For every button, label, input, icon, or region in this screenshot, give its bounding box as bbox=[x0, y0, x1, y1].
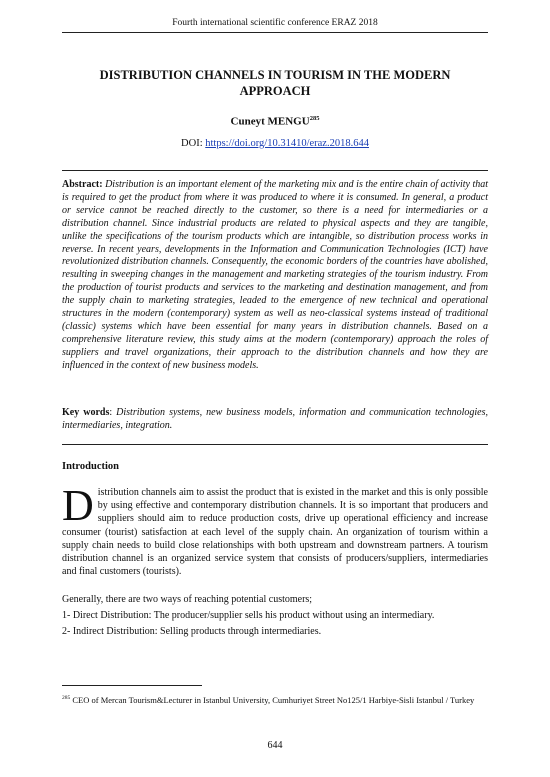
footnote bbox=[62, 693, 488, 706]
doi-label: DOI: bbox=[181, 138, 203, 149]
author-name: Cuneyt MENGU bbox=[230, 115, 310, 128]
list-item-indirect: 2- Indirect Distribution: Selling products through intermediaries. bbox=[62, 626, 322, 637]
author-footnote-mark: 285 bbox=[309, 115, 320, 122]
header-rule bbox=[62, 32, 488, 33]
footnote-mark: 285 bbox=[62, 695, 71, 701]
abstract-text: Distribution is an important element of the marketing mix and is the entire chain of activity that is required to get the product from where it was produced to where it is consumed. In general, a product or service cannot be reached directly to the customer, so there is a need for intermediaries or a distribution channel. Since industrial products are related to physical aspects and they are tangible, unlike the specifications of the tourism products which are intangible, so distribution process works in reverse. In recent years, developments in the Information and Communication Technologies (ICT) have revolutionized distribution channels. Consequently, the economic borders of the countries have abolished, resulting in sweeping changes in the management and marketing strategies of the tourism industry. From the production of tourist products and services to the marketing and destination management, and from the supply chain to marketing strategies, leaded to the emergence of new technical and operational structures in the modern (contemporary) system as well as neo-classical systems instead of traditional (classic) systems which have been essential for many years in distribution channels. Based on a comprehensive literature review, this study aims at the modern (contemporary) approach the roles of suppliers and travel organizations, their approach to the distribution channels and how they are influenced in the context of new business models. bbox=[62, 179, 489, 371]
author bbox=[62, 115, 488, 128]
doi-line bbox=[62, 138, 488, 149]
abstract-top-rule bbox=[62, 170, 488, 171]
abstract-label: Abstract: bbox=[62, 179, 103, 190]
section-heading-introduction: Introduction bbox=[62, 461, 119, 472]
footnote-text: CEO of Mercan Tourism&Lecturer in Istanbul University, Cumhuriyet Street No125/1 Harbiye-Sisli Istanbul / Turkey bbox=[72, 694, 475, 705]
drop-cap: D bbox=[62, 481, 94, 530]
keywords: Key words: Distribution systems, new business models, information and communication technologies, intermediaries, integration. bbox=[62, 407, 488, 431]
doi-link[interactable]: https://doi.org/10.31410/eraz.2018.644 bbox=[205, 138, 369, 149]
intro-paragraph-1 bbox=[62, 481, 488, 578]
paper-title bbox=[62, 67, 488, 99]
title-line-1: DISTRIBUTION CHANNELS IN TOURISM IN THE MODERN bbox=[99, 68, 451, 82]
intro-paragraph-2: Generally, there are two ways of reaching potential customers; bbox=[62, 594, 313, 605]
keywords-label: Key words bbox=[62, 407, 110, 418]
abstract-bottom-rule bbox=[62, 444, 488, 445]
footnote-rule bbox=[62, 685, 202, 686]
title-line-2: APPROACH bbox=[239, 84, 311, 98]
abstract bbox=[62, 179, 488, 373]
intro-paragraph-1-text: istribution channels aim to assist the product that is existed in the market and this is only possible by using effective and contemporary distribution channels. It is so important that producers and suppliers should aim to reduce production costs, drive up operational efficiency and increase consumer (tourist) satisfaction at each level of the supply chain. An organization of tourism within a supply chain needs to build close relationships with both upstream and downstream partners. A tourism distribution channel is an organized service system that consists of producers/suppliers, intermediaries and final customers (tourists). bbox=[62, 487, 488, 578]
list-item-direct: 1- Direct Distribution: The producer/supplier sells his product without using an intermediary. bbox=[62, 610, 435, 621]
keywords-text: Distribution systems, new business models, information and communication technologies, intermediaries, integration. bbox=[62, 407, 488, 431]
page-number: 644 bbox=[267, 740, 283, 751]
running-head: Fourth international scientific conference ERAZ 2018 bbox=[172, 18, 378, 28]
